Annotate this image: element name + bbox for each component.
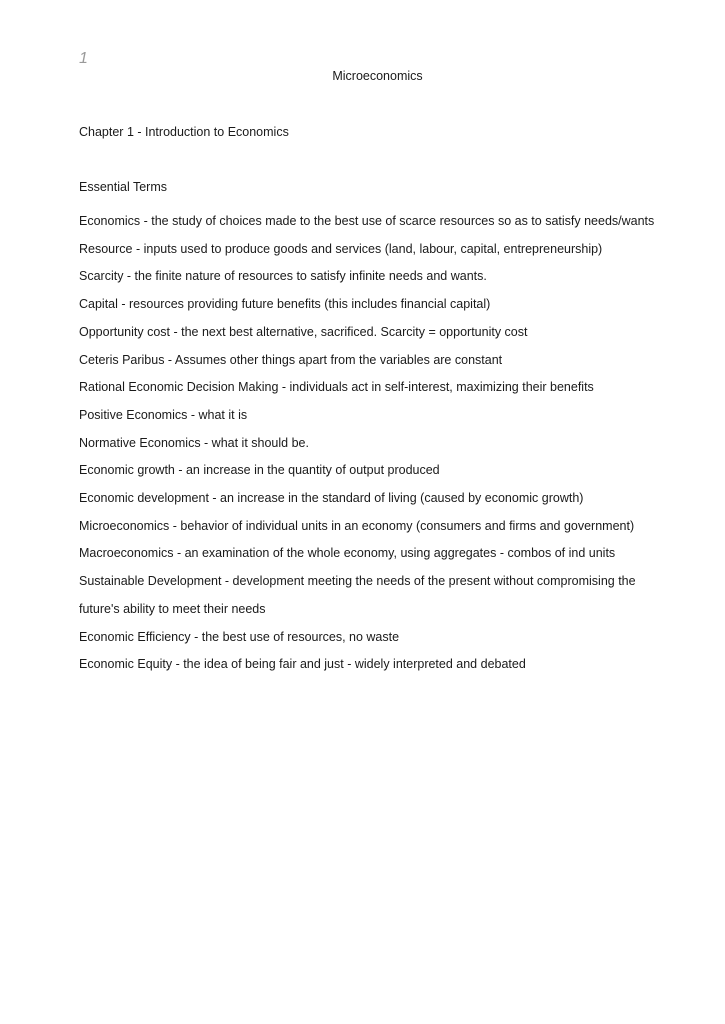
term-line: Normative Economics - what it should be.: [79, 435, 309, 450]
term-line: Capital - resources providing future benefits (this includes financial capital): [79, 297, 491, 312]
term-line: Sustainable Development - development meeting the needs of the present without compromising the: [79, 574, 636, 589]
term-line: Microeconomics - behavior of individual units in an economy (consumers and firms and government): [79, 518, 635, 533]
terms-list: [79, 208, 679, 679]
term-line: Economic development - an increase in the standard of living (caused by economic growth): [79, 491, 584, 506]
term-line: Economics - the study of choices made to the best use of scarce resources so as to satisfy needs/wants: [79, 214, 655, 228]
term-line: future's ability to meet their needs: [79, 601, 266, 616]
page-number: 1: [79, 50, 88, 67]
term-line: Macroeconomics - an examination of the whole economy, using aggregates - combos of ind units: [79, 546, 616, 561]
section-heading: Essential Terms: [79, 180, 167, 194]
term-line: Scarcity - the finite nature of resources to satisfy infinite needs and wants.: [79, 269, 487, 284]
chapter-heading: Chapter 1 - Introduction to Economics: [79, 125, 289, 139]
term-line: Positive Economics - what it is: [79, 407, 248, 422]
document-title: Microeconomics: [332, 69, 423, 83]
term-line: Ceteris Paribus - Assumes other things apart from the variables are constant: [79, 352, 503, 367]
term-line: Resource - inputs used to produce goods and services (land, labour, capital, entrepreneurship): [79, 241, 603, 256]
term-line: Rational Economic Decision Making - individuals act in self-interest, maximizing their benefits: [79, 380, 594, 395]
term-line: Economic Efficiency - the best use of resources, no waste: [79, 629, 400, 644]
term-line: Opportunity cost - the next best alternative, sacrificed. Scarcity = opportunity cost: [79, 324, 528, 339]
term-line: Economic Equity - the idea of being fair and just - widely interpreted and debated: [79, 657, 526, 672]
term-line: Economic growth - an increase in the quantity of output produced: [79, 463, 440, 478]
